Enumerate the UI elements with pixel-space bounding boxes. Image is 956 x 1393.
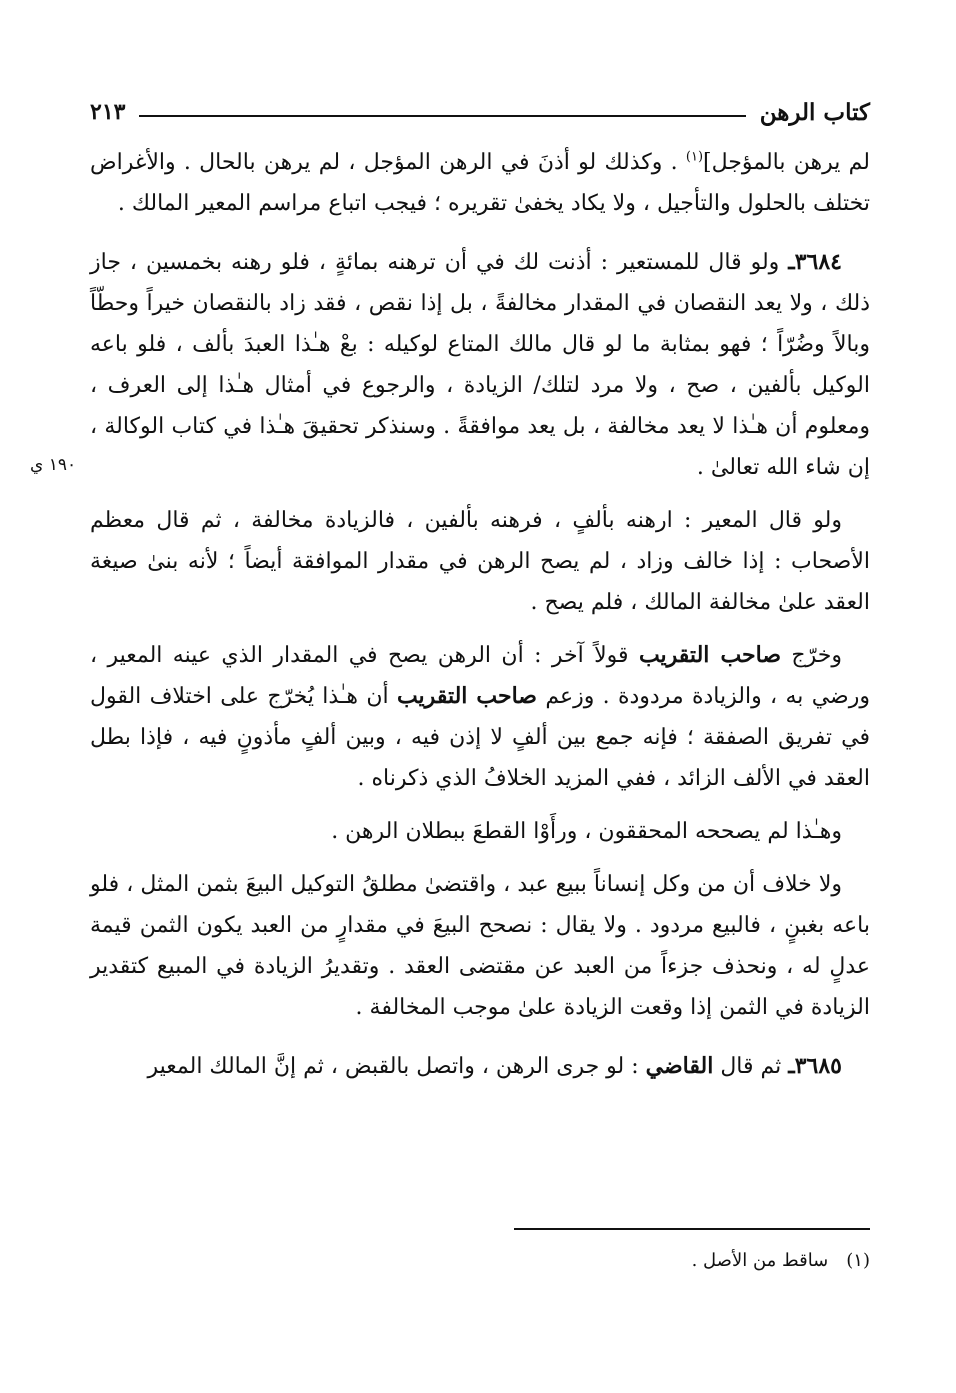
paragraph-4 (90, 635, 870, 799)
footnote-rule (514, 1228, 870, 1230)
paragraph-text: ثم قال (713, 1054, 789, 1079)
body-text (90, 142, 870, 1087)
paragraph-text: : لو جرى الرهن ، واتصل بالقبض ، ثم إنَّ المالك المعير (147, 1054, 646, 1079)
cited-author: القاضي (645, 1053, 714, 1079)
document-page (90, 80, 870, 1320)
paragraph-text: ولو قال للمستعير : أذنت لك في أن ترهنه بمائةٍ ، فلو رهنه بخمسين ، جاز ذلك ، ولا يعد النقصان في المقدار مخالفةً ، بل إذا نقص ، فقد زاد بالنقصان خيراً وحطّاً وبالاً وضُرّاً ؛ فهو بمثابة ما لو قال مالك المتاع لوكيله : بعْ هـٰذا العبدَ بألف ، فلو باعه الوكيل بألفين ، صح ، ولا مرد لتلك/ الزيادة ، والرجوع في أمثال هـٰذا إلى العرف ، ومعلوم أن هـٰذا لا يعد مخالفة ، بل يعد موافقةً . وسنذكر تحقيقَ هـٰذا في كتاب الوكالة ، إن شاء الله تعالىٰ . (90, 250, 871, 480)
footnote (90, 1250, 870, 1271)
margin-manuscript-note: ١٩٠ ي (30, 455, 77, 475)
paragraph-issue-3685 (90, 1046, 870, 1087)
page-number: ٢١٣ (90, 99, 126, 125)
paragraph-text: ولا خلاف أن من وكل إنساناً ببيع عبد ، واقتضىٰ مطلقُ التوكيل البيعَ بثمن المثل ، فلو باعه بغبنٍ ، فالبيع مردود . ولا يقال : نصحح البيعَ في مقدارٍ من العبد يكون الثمن قيمة عدلٍ له ، ونحذف جزءاً من العبد عن مقتضى العقد . وتقديرُ الزيادة في المبيع كتقدير الزيادة في الثمن إذا وقعت الزيادة علىٰ موجب المخالفة . (90, 872, 870, 1020)
header-rule (139, 115, 745, 117)
paragraph-text: لم يرهن بالمؤجل] (703, 150, 870, 175)
footnote-number: (١) (846, 1250, 870, 1271)
chapter-title: كتاب الرهن (759, 98, 870, 126)
paragraph-3 (90, 500, 870, 623)
issue-number: ٣٦٨٤ـ (788, 249, 842, 275)
paragraph-text: . وكذلك لو أذنَ في الرهن المؤجل ، لم يرهن بالحال . والأغراض تختلف بالحلول والتأجيل ، ولا يكاد يخفىٰ تقريره ؛ فيجب اتباع مراسم المعير المالك . (90, 150, 870, 216)
issue-number: ٣٦٨٥ـ (788, 1053, 842, 1079)
paragraph-text: وخرّج (781, 643, 842, 668)
paragraph-text: أن هـٰذا يُخرّج على اختلاف القول في تفريق الصفقة ؛ فإنه جمع بين ألفٍ لا إذن فيه ، وبين ألفٍ مأذونٍ فيه ، فإذا بطل العقد في الألف الزائد ، ففي المزيد الخلافُ الذي ذكرناه . (90, 684, 870, 791)
cited-author: صاحب التقريب (638, 642, 782, 668)
paragraph-text: قولاً آخر : أن الرهن يصح في المقدار الذي عينه المعير ، ورضي به ، والزيادة مردودة . وزعم (90, 643, 870, 709)
footnote-reference: (١) (685, 149, 704, 165)
paragraph-text: وهـٰذا لم يصححه المحققون ، ورأَوْا القطعَ ببطلان الرهن . (331, 819, 842, 844)
paragraph-1 (90, 142, 870, 224)
paragraph-issue-3684 (90, 242, 870, 488)
running-header (90, 92, 870, 132)
footnote-text: ساقط من الأصل . (691, 1250, 829, 1271)
paragraph-5 (90, 811, 870, 852)
cited-author: صاحب التقريب (396, 683, 537, 709)
paragraph-6 (90, 864, 870, 1028)
paragraph-text: ولو قال المعير : ارهنه بألفٍ ، فرهنه بألفين ، فالزيادة مخالفة ، ثم قال معظم الأصحاب : إذا خالف وزاد ، لم يصح الرهن في مقدار الموافقة أيضاً ؛ لأنه بنىٰ صيغة العقد علىٰ مخالفة المالك ، فلم يصح . (90, 508, 870, 615)
